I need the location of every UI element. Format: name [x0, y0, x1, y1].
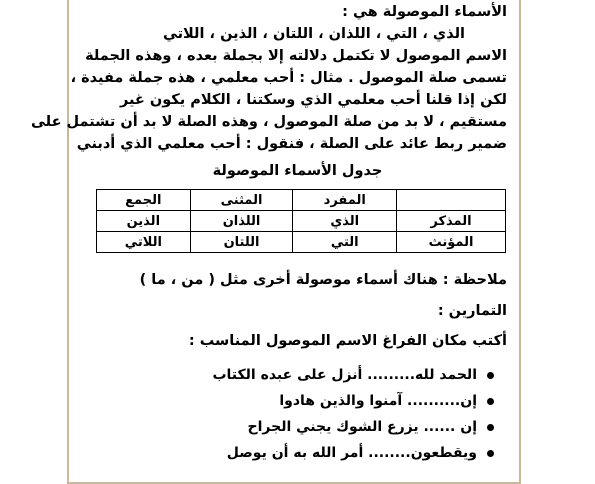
table-cell: المذكر	[397, 211, 506, 232]
table-header-cell: المفرد	[293, 190, 397, 211]
bullet-icon	[487, 398, 494, 405]
table-row	[97, 232, 506, 253]
table-cell: الذين	[97, 211, 191, 232]
table-cell: اللذان	[190, 211, 293, 232]
exercise-text: إن ...... يزرع الشوك يجني الجراح	[247, 419, 477, 435]
paragraph-line: ضمير ربط عائد على الصلة ، فنقول : أحب معلمي الذي أدبني	[76, 136, 507, 152]
list-item	[212, 388, 477, 414]
table-header-cell	[397, 190, 506, 211]
list-item	[212, 414, 477, 440]
table-header-row	[97, 190, 506, 211]
exercise-text: ويقطعون........ أمر الله به أن يوصل	[226, 445, 477, 461]
list-item	[212, 362, 477, 388]
paragraph-line: لكن إذا قلنا أحب معلمي الذي وسكتنا ، الكلام يكون غير	[119, 92, 507, 108]
table-cell: اللاتي	[97, 232, 191, 253]
table-title: جدول الأسماء الموصولة	[212, 163, 383, 179]
paragraph-line: تسمى صلة الموصول . مثال : أحب معلمي ، هذه جملة مفيدة ،	[70, 70, 507, 86]
bullet-icon	[487, 450, 494, 457]
relative-pronouns-table	[96, 189, 506, 253]
bullet-icon	[487, 372, 494, 379]
note: ملاحظة : هناك أسماء موصولة أخرى مثل ( من ، ما )	[139, 272, 507, 288]
exercise-list	[212, 362, 477, 466]
table-header-cell: المثنى	[190, 190, 293, 211]
table-cell: اللتان	[190, 232, 293, 253]
table-cell: المؤنث	[397, 232, 506, 253]
table-header-cell: الجمع	[97, 190, 191, 211]
exercise-text: إن.......... آمنوا والذين هادوا	[279, 393, 477, 409]
table-cell: التي	[293, 232, 397, 253]
table-row	[97, 211, 506, 232]
exercise-instruction: أكتب مكان الفراغ الاسم الموصول المناسب :	[188, 333, 507, 349]
bullet-icon	[487, 424, 494, 431]
section-heading: الأسماء الموصولة هي :	[342, 4, 507, 20]
paragraph-line: مستقيم ، لا بد من صلة الموصول ، وهذه الصلة لا بد أن تشتمل على	[30, 114, 507, 130]
exercise-text: الحمد لله......... أنزل على عبده الكتاب	[212, 367, 477, 383]
exercises-label: التمارين :	[437, 303, 507, 319]
table-cell: الذي	[293, 211, 397, 232]
paragraph-line: الاسم الموصول لا تكتمل دلالته إلا بجملة بعده ، وهذه الجملة	[85, 48, 507, 64]
list-item	[212, 440, 477, 466]
relative-pronouns-list: الذي ، التي ، اللذان ، اللتان ، الذين ، اللاتي	[162, 26, 465, 42]
